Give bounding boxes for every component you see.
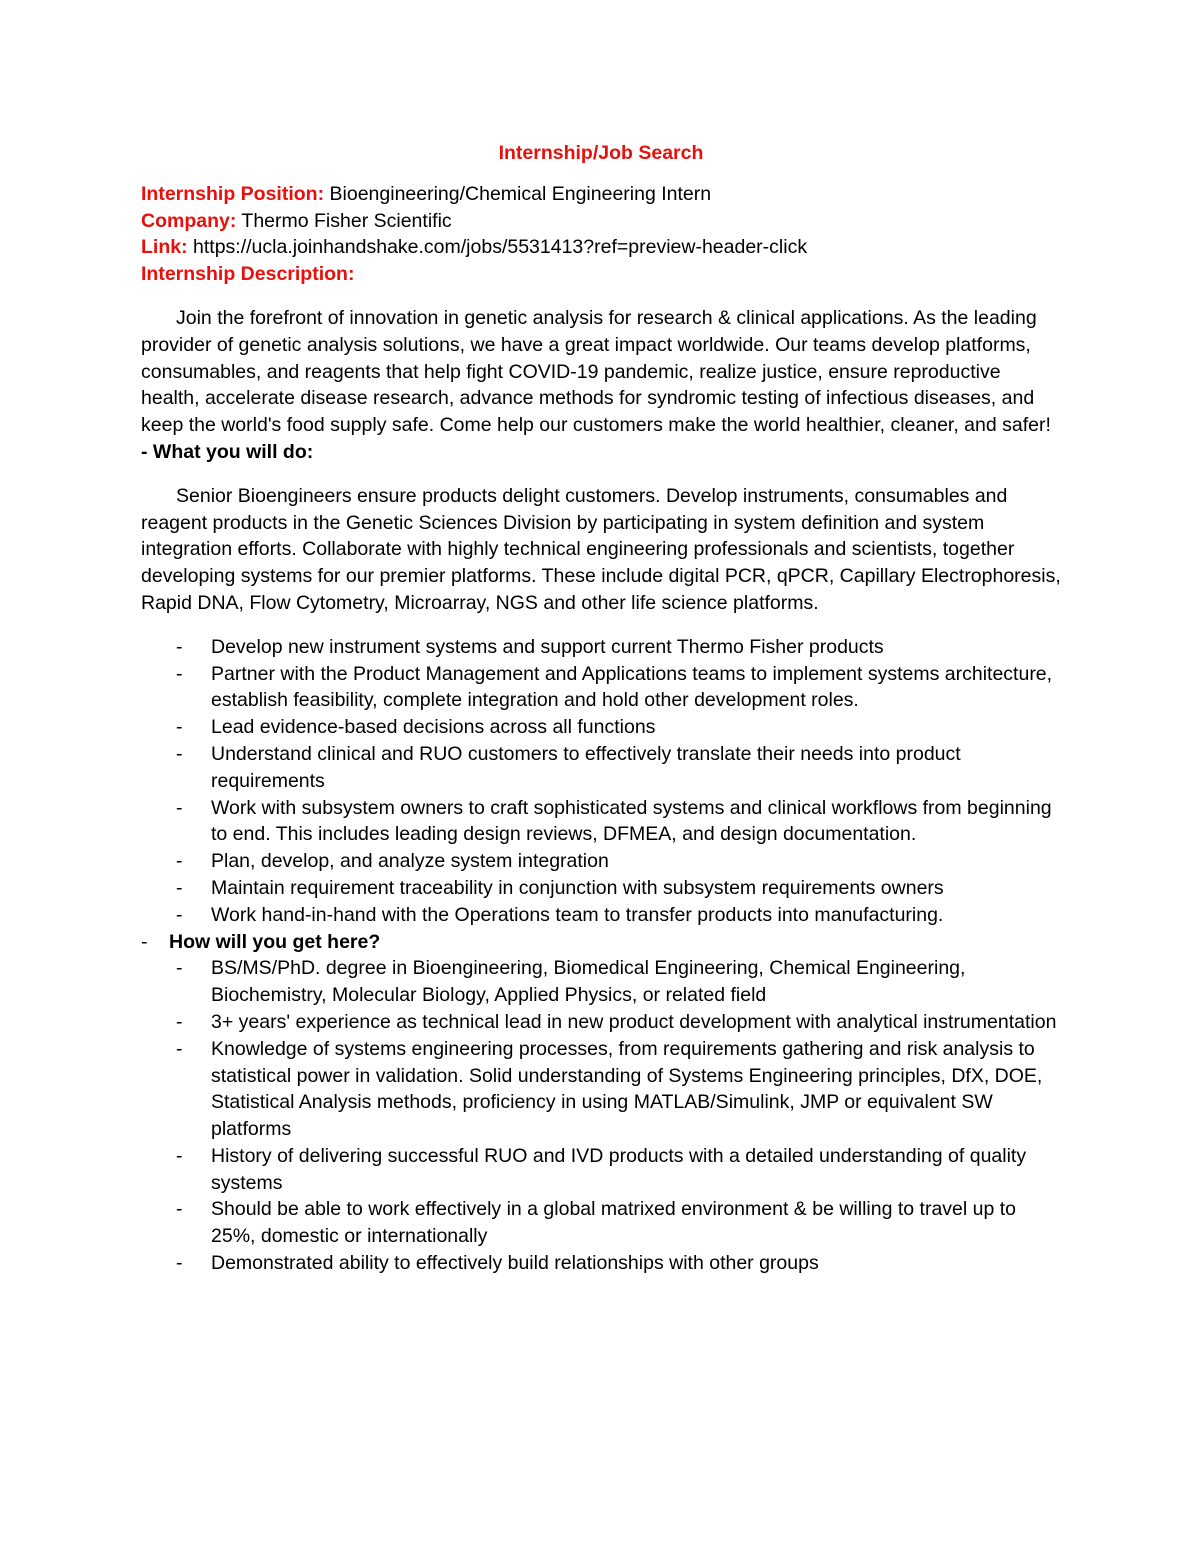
list-item	[141, 1250, 1061, 1277]
list-item	[141, 875, 1061, 902]
dash-bullet: -	[176, 1198, 183, 1221]
dash-bullet: -	[176, 635, 183, 658]
position-value: Bioengineering/Chemical Engineering Intern	[329, 182, 712, 205]
link-field	[141, 234, 1061, 261]
dash-bullet: -	[176, 1144, 183, 1167]
dash-bullet: -	[176, 1010, 183, 1033]
list-item-text: Lead evidence-based decisions across all functions	[211, 716, 656, 739]
position-label: Internship Position:	[141, 182, 325, 205]
company-value: Thermo Fisher Scientific	[241, 209, 452, 232]
how-list	[141, 955, 1061, 1277]
position-field	[141, 181, 1061, 208]
list-item-text: Work with subsystem owners to craft sophisticated systems and clinical workflows from beginning to end. This includes leading design reviews, DFMEA, and design documentation.	[211, 796, 1052, 846]
dash-bullet: -	[176, 850, 183, 873]
dash-bullet: -	[176, 742, 183, 765]
what-you-will-do-heading: - What you will do:	[141, 440, 314, 463]
dash-bullet: -	[176, 1252, 183, 1275]
list-item	[141, 795, 1061, 849]
list-item	[141, 661, 1061, 715]
list-item	[141, 714, 1061, 741]
document-page	[141, 140, 1061, 1277]
list-item	[141, 741, 1061, 795]
dash-bullet: -	[176, 662, 183, 685]
what-list	[141, 634, 1061, 929]
dash-bullet: -	[141, 930, 148, 953]
dash-bullet: -	[176, 876, 183, 899]
what-paragraph: Senior Bioengineers ensure products delight customers. Develop instruments, consumables and reagent products in the Genetic Sciences Division by participating in system definition and system integration efforts. Collaborate with highly technical engineering professionals and scientists, together developing systems for our premier platforms. These include digital PCR, qPCR, Capillary Electrophoresis, Rapid DNA, Flow Cytometry, Microarray, NGS and other life science platforms.	[141, 484, 1061, 614]
list-item	[141, 1036, 1061, 1143]
list-item-text: Work hand-in-hand with the Operations team to transfer products into manufacturing.	[211, 903, 944, 926]
list-item-text: Should be able to work effectively in a global matrixed environment & be willing to travel up to 25%, domestic or internationally	[211, 1198, 1017, 1248]
list-item	[141, 1009, 1061, 1036]
list-item	[141, 1196, 1061, 1250]
list-item-text: Maintain requirement traceability in conjunction with subsystem requirements owners	[211, 876, 944, 899]
intro-paragraph: Join the forefront of innovation in genetic analysis for research & clinical applications. As the leading provider of genetic analysis solutions, we have a great impact worldwide. Our teams develop platforms, consumables, and reagents that help fight COVID-19 pandemic, realize justice, ensure reproductive health, accelerate disease research, advance methods for syndromic testing of infectious diseases, and keep the world's food supply safe. Come help our customers make the world healthier, cleaner, and safer!	[141, 306, 1051, 437]
dash-bullet: -	[176, 957, 183, 980]
list-item-text: 3+ years' experience as technical lead in new product development with analytical instrumentation	[211, 1010, 1057, 1033]
list-item	[141, 955, 1061, 1009]
page-title: Internship/Job Search	[498, 142, 704, 164]
list-item-text: Develop new instrument systems and support current Thermo Fisher products	[211, 635, 884, 658]
link-label: Link:	[141, 236, 188, 259]
list-item	[141, 1143, 1061, 1197]
company-field	[141, 208, 1061, 235]
description-field	[141, 261, 1061, 288]
list-item-text: Knowledge of systems engineering processes, from requirements gathering and risk analysis to statistical power in validation. Solid understanding of Systems Engineering principles, DfX, DOE, Statistical Analysis methods, proficiency in using MATLAB/Simulink, JMP or equivalent SW platforms	[211, 1037, 1043, 1141]
how-heading-text: How will you get here?	[169, 930, 381, 953]
list-item	[141, 634, 1061, 661]
dash-bullet: -	[176, 716, 183, 739]
how-will-you-get-here-heading	[141, 929, 1061, 956]
list-item-text: Partner with the Product Management and Applications teams to implement systems architecture, establish feasibility, complete integration and hold other development roles.	[211, 662, 1053, 712]
list-item-text: Demonstrated ability to effectively build relationships with other groups	[211, 1252, 819, 1275]
description-label: Internship Description:	[141, 263, 355, 286]
list-item-text: Understand clinical and RUO customers to effectively translate their needs into product requirements	[211, 742, 961, 792]
list-item-text: Plan, develop, and analyze system integration	[211, 850, 609, 873]
list-item-text: BS/MS/PhD. degree in Bioengineering, Biomedical Engineering, Chemical Engineering, Biochemistry, Molecular Biology, Applied Physics, or related field	[211, 957, 966, 1007]
list-item	[141, 848, 1061, 875]
list-item-text: History of delivering successful RUO and IVD products with a detailed understanding of quality systems	[211, 1144, 1027, 1194]
dash-bullet: -	[176, 796, 183, 819]
dash-bullet: -	[176, 903, 183, 926]
dash-bullet: -	[176, 1037, 183, 1060]
list-item	[141, 902, 1061, 929]
company-label: Company:	[141, 209, 237, 232]
link-value[interactable]: https://ucla.joinhandshake.com/jobs/5531413?ref=preview-header-click	[193, 236, 808, 259]
